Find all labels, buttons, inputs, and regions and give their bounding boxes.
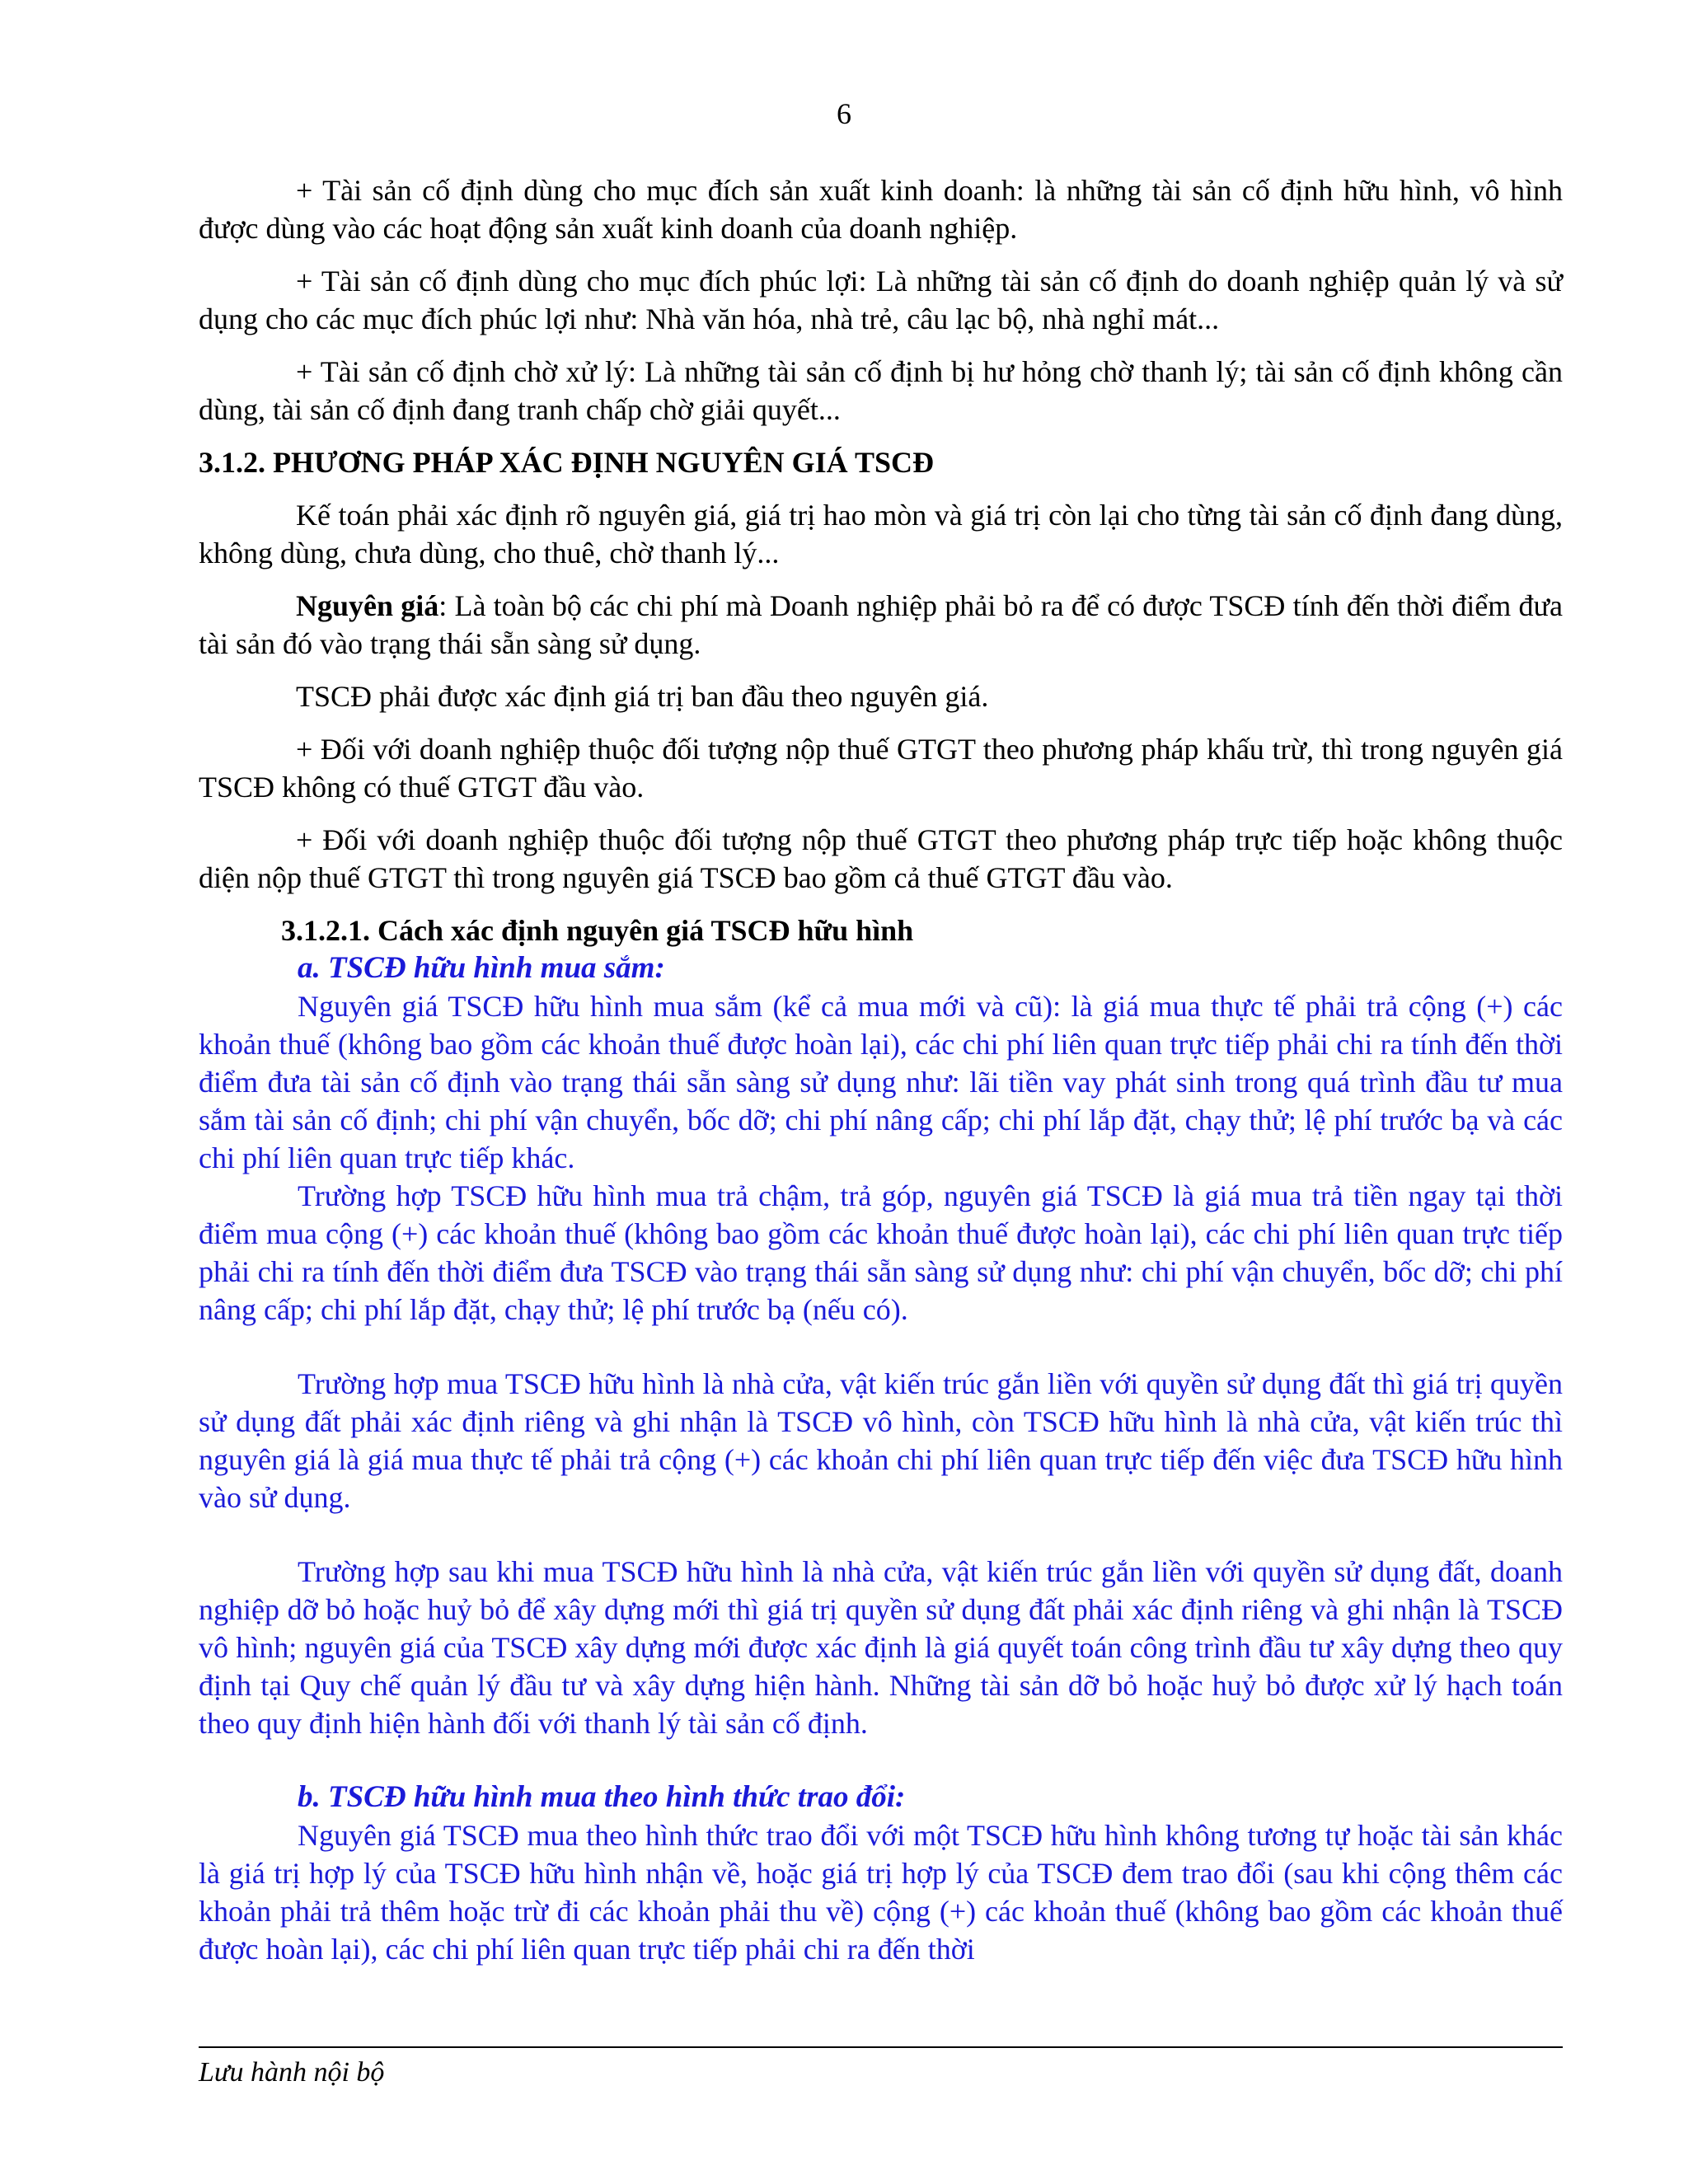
page-body [199,171,1563,1968]
definition-term: Nguyên giá [296,589,439,622]
part-b-label: b. TSCĐ hữu hình mua theo hình thức trao đổi: [298,1780,906,1814]
footer-divider [199,2046,1563,2048]
part-b-content [199,1816,1563,1968]
part-a-paragraph: Nguyên giá TSCĐ hữu hình mua sắm (kể cả mua mới và cũ): là giá mua thực tế phải trả cộng (+) các khoản thuế (không bao gồm các khoản thuế được hoàn lại), các chi phí liên quan trực tiếp phải chi ra tính đến thời điểm đưa tài sản cố định vào trạng thái sẵn sàng sử dụng như: lãi tiền vay phát sinh trong quá trình đầu tư mua sắm tài sản cố định; chi phí vận chuyển, bốc dỡ; chi phí nâng cấp; chi phí lắp đặt, chạy thử; lệ phí trước bạ và các chi phí liên quan trực tiếp khác. [199,990,1563,1174]
part-a-paragraph: Trường hợp sau khi mua TSCĐ hữu hình là nhà cửa, vật kiến trúc gắn liền với quyền sử dụng đất, doanh nghiệp dỡ bỏ hoặc huỷ bỏ để xây dựng mới thì giá trị quyền sử dụng đất phải xác định riêng và ghi nhận là TSCĐ vô hình; nguyên giá của TSCĐ xây dựng mới được xác định là giá quyết toán công trình đầu tư xây dựng theo quy định tại Quy chế quản lý đầu tư và xây dựng hiện hành. Những tài sản dỡ bỏ hoặc huỷ bỏ được xử lý hạch toán theo quy định hiện hành đối với thanh lý tài sản cố định. [199,1555,1563,1740]
section-heading: 3.1.2. PHƯƠNG PHÁP XÁC ĐỊNH NGUYÊN GIÁ TSCĐ [199,446,935,479]
intro-paragraph: + Tài sản cố định dùng cho mục đích sản xuất kinh doanh: là những tài sản cố định hữu hình, vô hình được dùng vào các hoạt động sản xuất kinh doanh của doanh nghiệp. [199,174,1563,245]
rule-paragraph: TSCĐ phải được xác định giá trị ban đầu theo nguyên giá. [296,680,989,713]
definition-text: : Là toàn bộ các chi phí mà Doanh nghiệp phải bỏ ra để có được TSCĐ tính đến thời điểm đưa tài sản đó vào trạng thái sẵn sàng sử dụng. [199,589,1563,660]
part-a-paragraph: Trường hợp TSCĐ hữu hình mua trả chậm, trả góp, nguyên giá TSCĐ là giá mua trả tiền ngay tại thời điểm mua cộng (+) các khoản thuế (không bao gồm các khoản thuế được hoàn lại), các chi phí liên quan trực tiếp phải chi ra tính đến thời điểm đưa TSCĐ vào trạng thái sẵn sàng sử dụng như: chi phí vận chuyển, bốc dỡ; chi phí nâng cấp; chi phí lắp đặt, chạy thử; lệ phí trước bạ (nếu có). [199,1179,1563,1326]
intro-paragraph: + Tài sản cố định dùng cho mục đích phúc lợi: Là những tài sản cố định do doanh nghiệp quản lý và sử dụng cho các mục đích phúc lợi như: Nhà văn hóa, nhà trẻ, câu lạc bộ, nhà nghỉ mát... [199,265,1563,335]
subsection-heading: 3.1.2.1. Cách xác định nguyên giá TSCĐ hữu hình [281,914,914,947]
definition-paragraph [199,587,1563,663]
footer-note: Lưu hành nội bộ [199,2057,385,2088]
section-intro: Kế toán phải xác định rõ nguyên giá, giá trị hao mòn và giá trị còn lại cho từng tài sản cố định đang dùng, không dùng, chưa dùng, cho thuê, chờ thanh lý... [199,499,1563,569]
part-b-paragraph: Nguyên giá TSCĐ mua theo hình thức trao đổi với một TSCĐ hữu hình không tương tự hoặc tài sản khác là giá trị hợp lý của TSCĐ hữu hình nhận về, hoặc giá trị hợp lý của TSCĐ đem trao đổi (sau khi cộng thêm các khoản phải trả thêm hoặc trừ đi các khoản phải thu về) cộng (+) các khoản thuế (không bao gồm các khoản thuế được hoàn lại), các chi phí liên quan trực tiếp phải chi ra đến thời [199,1819,1563,1966]
page-number: 6 [837,97,851,130]
part-a-paragraph: Trường hợp mua TSCĐ hữu hình là nhà cửa, vật kiến trúc gắn liền với quyền sử dụng đất thì giá trị quyền sử dụng đất phải xác định riêng và ghi nhận là TSCĐ vô hình, còn TSCĐ hữu hình là nhà cửa, vật kiến trúc thì nguyên giá là giá mua thực tế phải trả cộng (+) các khoản chi phí liên quan trực tiếp đến việc đưa TSCĐ hữu hình vào sử dụng. [199,1367,1563,1514]
part-a-content [199,987,1563,1742]
intro-paragraph: + Tài sản cố định chờ xử lý: Là những tài sản cố định bị hư hỏng chờ thanh lý; tài sản cố định không cần dùng, tài sản cố định đang tranh chấp chờ giải quyết... [199,355,1563,426]
rule-paragraph: + Đối với doanh nghiệp thuộc đối tượng nộp thuế GTGT theo phương pháp trực tiếp hoặc không thuộc diện nộp thuế GTGT thì trong nguyên giá TSCĐ bao gồm cả thuế GTGT đầu vào. [199,823,1563,894]
part-a-label: a. TSCĐ hữu hình mua sắm: [298,951,665,985]
rule-paragraph: + Đối với doanh nghiệp thuộc đối tượng nộp thuế GTGT theo phương pháp khấu trừ, thì trong nguyên giá TSCĐ không có thuế GTGT đầu vào. [199,733,1563,804]
